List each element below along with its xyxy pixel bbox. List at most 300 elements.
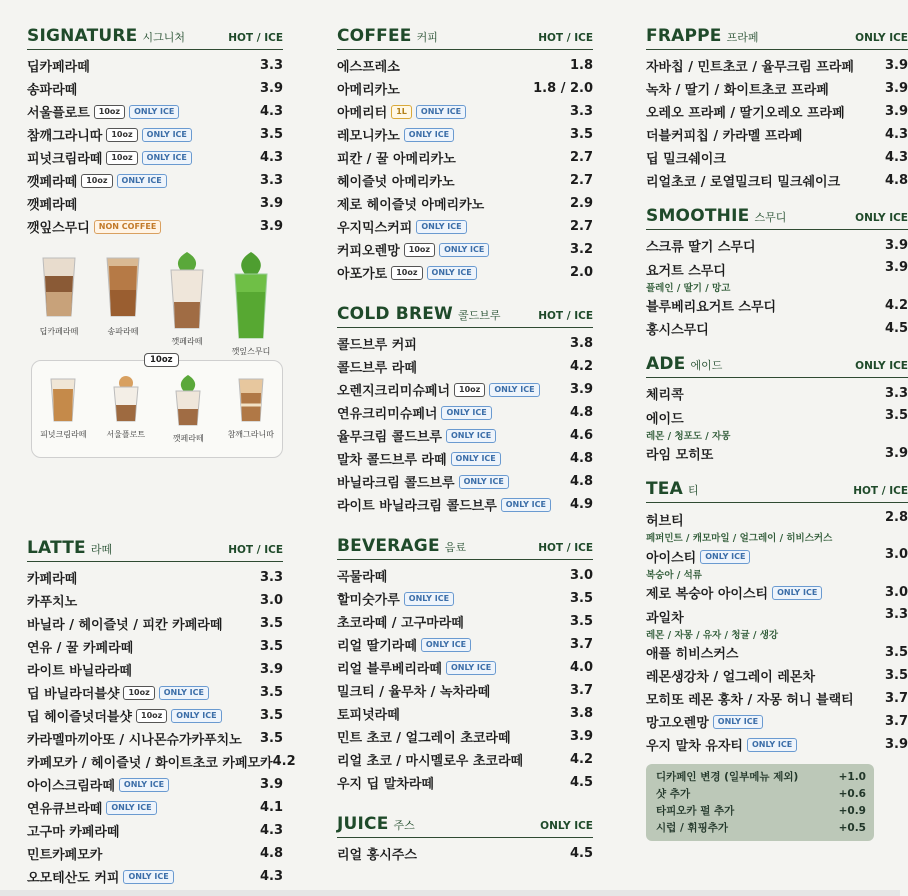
menu-item-name-wrap [27,568,77,587]
menu-item-left [337,334,417,353]
section-title-ko: 라떼 [90,543,113,556]
section-mode: ONLY ICE [540,820,593,832]
cup-photo [159,252,215,357]
section-title: SMOOTHIE [646,206,750,226]
menu-item-price: 2.8 [884,510,908,525]
menu-item-tag: ONLY ICE [416,105,466,119]
menu-item-name-wrap [337,773,434,792]
cup-photo [31,252,87,357]
menu-item-tag: 10oz [136,709,167,723]
menu-item-price: 3.9 [569,729,593,744]
menu-item [646,604,908,641]
menu-item-name-wrap [337,217,467,236]
menu-item-price: 1.8 [569,58,593,73]
cup-caption: 참깨그라니따 [227,430,274,439]
menu-item [27,681,283,704]
menu-item [337,424,593,447]
menu-item-price: 3.7 [569,683,593,698]
menu-item-left [337,566,387,585]
menu-item-price: 1.8 / 2.0 [533,81,593,96]
menu-item-price: 2.0 [569,265,593,280]
menu-item-name: 아메리카노 [337,83,400,98]
menu-item-left [646,260,730,294]
menu-item [27,773,283,796]
menu-item [27,566,283,589]
menu-item-tag: ONLY ICE [416,220,466,234]
menu-item-name: 연유 / 꿀 카페라떼 [27,641,134,656]
menu-item-left [337,148,456,167]
section-title-ko: 에이드 [690,359,723,372]
section-title-ko: 주스 [393,819,415,832]
addon-options-box [646,764,874,841]
menu-item-tag: ONLY ICE [117,174,167,188]
menu-item-price: 2.7 [569,150,593,165]
menu-item-name: 곡물라떼 [337,570,388,585]
menu-item-left [27,217,161,236]
menu-item-left [646,125,802,144]
menu-item-left [337,612,464,631]
menu-item-name-wrap [646,643,738,662]
menu-item-price: 2.9 [569,196,593,211]
menu-item-price: 4.8 [569,474,593,489]
menu-item-price: 3.5 [569,614,593,629]
menu-item-name: 리얼 홍시주스 [337,848,417,863]
menu-item [646,123,908,146]
menu-item-tag: ONLY ICE [171,709,221,723]
menu-item-left [27,729,242,748]
section-tea [646,475,908,756]
menu-item-name: 리얼 초코 / 마시멜로우 초코라떼 [337,754,524,769]
menu-item-left [646,735,797,754]
menu-item-left [646,408,730,442]
addon-row [656,820,866,837]
menu-item-tag: 10oz [391,266,422,280]
menu-item-price: 4.1 [259,800,283,815]
menu-item-left [337,263,477,282]
menu-item-tag: ONLY ICE [427,266,477,280]
section-title-ko: 프라페 [726,31,759,44]
menu-item-tag: ONLY ICE [421,638,471,652]
section-title: COFFEE [337,26,412,46]
menu-item-name: 라이트 바닐라라떼 [27,664,132,679]
menu-item-left [337,102,466,121]
menu-item-tag: ONLY ICE [501,498,551,512]
menu-item-price: 3.3 [884,386,908,401]
menu-item-name-wrap [337,589,454,608]
section-mode: HOT / ICE [228,32,283,44]
menu-item-left [27,637,133,656]
addon-row [656,803,866,820]
menu-item-price: 3.9 [259,81,283,96]
menu-item [646,733,908,756]
menu-item-tag: ONLY ICE [446,661,496,675]
menu-item [337,54,593,77]
menu-item-tag: ONLY ICE [129,105,179,119]
menu-item-name-wrap [646,260,730,279]
menu-item-name-wrap [27,798,157,817]
menu-item-left [337,449,501,468]
section-title: SIGNATURE [27,26,138,46]
menu-item-name: 허브티 [646,514,684,529]
menu-item [646,544,908,581]
section-title: LATTE [27,538,86,558]
item-list [27,566,296,888]
menu-item-left [646,102,845,121]
menu-item-name: 모히또 레몬 홍차 / 자몽 허니 블랙티 [646,693,854,708]
menu-item-name: 말차 콜드브루 라떼 [337,453,447,468]
section-header [337,300,593,328]
menu-item-name-wrap [646,296,776,315]
menu-item-price: 4.6 [569,428,593,443]
menu-item [27,635,283,658]
cup-caption: 피넛크림라떼 [40,430,87,439]
menu-item-name-wrap [337,658,496,677]
section-mode: HOT / ICE [538,310,593,322]
section-header [646,475,908,503]
menu-item-options: 페퍼민트 / 캐모마일 / 얼그레이 / 히비스커스 [646,533,833,544]
menu-item-name-wrap [646,712,763,731]
menu-column-3 [646,22,908,841]
menu-item-left [27,706,222,725]
menu-item [337,842,593,865]
menu-item-price: 3.0 [569,568,593,583]
item-list [337,564,593,794]
section-title: COLD BREW [337,304,454,324]
menu-item-left [337,240,489,259]
menu-item-price: 4.8 [569,451,593,466]
menu-item-left [646,607,778,641]
section-juice [337,810,593,865]
menu-item-name-wrap [646,102,845,121]
menu-item [337,610,593,633]
item-list [337,842,593,865]
menu-item-name: 오모테산도 커피 [27,871,120,886]
addon-row [656,786,866,803]
menu-item-left [646,56,854,75]
menu-item [337,355,593,378]
section-coldbrew [337,300,593,516]
menu-item-tag: ONLY ICE [489,383,539,397]
menu-item [27,77,283,100]
menu-item-left [337,79,400,98]
menu-item-tag: 10oz [404,243,435,257]
menu-item-price: 4.2 [884,298,908,313]
menu-item-name: 아이스크림라떼 [27,779,115,794]
menu-column-1 [27,22,296,888]
menu-item-name-wrap [27,660,132,679]
menu-item-price: 4.8 [569,405,593,420]
section-header [27,534,283,562]
menu-item-name-wrap [27,752,273,771]
addon-price: +0.5 [838,822,866,834]
menu-item-name: 우지 말차 유자티 [646,739,743,754]
menu-item-left [27,752,273,771]
menu-item-price: 3.9 [884,737,908,752]
menu-item-price: 3.5 [259,708,283,723]
item-list [646,382,908,465]
menu-item-left [337,727,511,746]
menu-item [337,261,593,284]
menu-item-name: 요거트 스무디 [646,264,726,279]
menu-item-price: 4.5 [884,321,908,336]
menu-item-price: 4.3 [259,823,283,838]
menu-item-name: 카페모카 / 헤이즐넛 / 화이트초코 카페모카 [27,756,273,771]
menu-item-name: 민트카페모카 [27,848,103,863]
menu-item-tag: 10oz [123,686,154,700]
menu-item-left [337,171,455,190]
menu-item-name: 율무크림 콜드브루 [337,430,442,445]
section-title-ko: 티 [687,484,699,497]
menu-item-tag: 10oz [454,383,485,397]
menu-item-price: 3.9 [884,81,908,96]
menu-item-name: 딥 헤이즐넛더블샷 [27,710,132,725]
section-ade [646,350,908,465]
section-header [27,22,283,50]
menu-item-left [646,444,713,463]
menu-item-left [27,683,209,702]
section-title: JUICE [337,814,389,834]
menu-item-name-wrap [646,510,832,529]
menu-item [337,215,593,238]
menu-item-price: 3.8 [569,706,593,721]
menu-item-price: 4.3 [259,869,283,884]
menu-item-price: 3.5 [259,731,283,746]
menu-item-price: 3.0 [884,547,908,562]
menu-item-name: 제로 헤이즐넛 아메리카노 [337,198,485,213]
menu-item-name: 레몬생강차 / 얼그레이 레몬차 [646,670,816,685]
menu-item-name-wrap [337,357,417,376]
menu-item-price: 3.0 [259,593,283,608]
menu-item-price: 3.5 [259,127,283,142]
menu-item-name: 블루베리요거트 스무디 [646,300,777,315]
menu-item [337,123,593,146]
menu-item-price: 3.5 [569,127,593,142]
menu-item-left [646,689,854,708]
menu-item-left [27,844,102,863]
menu-item-name: 헤이즐넛 아메리카노 [337,175,455,190]
menu-item [337,564,593,587]
cup-photo [35,375,91,444]
menu-item-price: 3.9 [569,382,593,397]
menu-item-name-wrap [337,495,551,514]
menu-item [337,238,593,261]
menu-item-name-wrap [27,125,192,144]
menu-item [646,257,908,294]
menu-item-name: 피넛크림라떼 [27,152,103,167]
menu-item [27,750,296,773]
menu-item [27,819,283,842]
menu-item-name-wrap [27,217,161,236]
section-title: BEVERAGE [337,536,440,556]
section-mode: HOT / ICE [853,485,908,497]
menu-item-left [27,194,77,213]
menu-item-tag: ONLY ICE [713,715,763,729]
menu-item-name-wrap [337,750,523,769]
menu-item-name-wrap [646,56,854,75]
menu-item-name-wrap [646,125,802,144]
section-title: TEA [646,479,683,499]
menu-item-name-wrap [27,614,222,633]
menu-item [337,470,593,493]
menu-item-name: 레모니카노 [337,129,400,144]
menu-item-price: 3.5 [259,616,283,631]
menu-item-name-wrap [27,729,242,748]
menu-item-tag: ONLY ICE [446,429,496,443]
menu-item [646,77,908,100]
menu-item-left [337,217,467,236]
menu-item-name: 깻페라떼 [27,198,78,213]
section-mode: HOT / ICE [228,544,283,556]
section-frappe [646,22,908,192]
menu-item-name-wrap [337,681,490,700]
menu-item [646,507,908,544]
section-title: FRAPPE [646,26,722,46]
menu-item-left [646,236,756,255]
menu-item-tag: 1L [391,105,412,119]
menu-item-name: 리얼초코 / 로열밀크티 밀크쉐이크 [646,175,841,190]
menu-item-name: 토피넛라떼 [337,708,400,723]
addon-price: +0.9 [838,805,866,817]
menu-item-price: 3.0 [884,585,908,600]
menu-item-left [646,79,829,98]
menu-item-name: 할미숫가루 [337,593,400,608]
item-list [646,507,908,756]
menu-item-name: 콜드브루 라떼 [337,361,417,376]
menu-item-tag: ONLY ICE [772,586,822,600]
menu-item-left [337,681,490,700]
cup-photo [160,375,216,444]
menu-item-price: 3.8 [569,336,593,351]
menu-item [646,382,908,405]
menu-item-tag: NON COFFEE [94,220,162,234]
menu-item-tag: ONLY ICE [404,592,454,606]
menu-item-left [337,194,484,213]
menu-item-price: 3.3 [569,104,593,119]
menu-item-name-wrap [27,79,77,98]
menu-item-price: 4.3 [884,127,908,142]
menu-item-name-wrap [337,171,455,190]
menu-item-name: 라임 모히또 [646,448,714,463]
menu-item-name: 체리콕 [646,388,684,403]
addon-price: +1.0 [838,771,866,783]
section-mode: HOT / ICE [538,542,593,554]
menu-item-left [27,867,174,886]
menu-item-name: 리얼 블루베리라떼 [337,662,442,677]
section-title-ko: 커피 [416,31,438,44]
menu-item-left [337,403,492,422]
drink-illustration [167,252,207,330]
menu-item-name: 깻페라떼 [27,175,78,190]
section-title-ko: 시그니처 [142,31,186,44]
addon-name: 시럽 / 휘핑추가 [656,822,729,834]
menu-item-name: 카페라떼 [27,572,78,587]
menu-item-price: 4.5 [569,846,593,861]
menu-column-2 [337,22,593,865]
menu-item-price: 4.8 [884,173,908,188]
menu-item-name: 라이트 바닐라크림 콜드브루 [337,499,497,514]
menu-item [27,612,283,635]
menu-item-name-wrap [646,607,778,626]
menu-item-price: 3.9 [884,58,908,73]
bottom-frame [0,890,900,896]
menu-item [337,702,593,725]
menu-item-name: 녹차 / 딸기 / 화이트초코 프라페 [646,83,829,98]
menu-item-price: 4.3 [884,150,908,165]
menu-item-left [27,660,132,679]
menu-item-name: 우지 딥 말차라떼 [337,777,434,792]
menu-item-name-wrap [646,666,815,685]
menu-item-name: 초코라떼 / 고구마라떼 [337,616,464,631]
menu-item-tag: ONLY ICE [459,475,509,489]
menu-item-left [27,102,179,121]
menu-item-name: 딥카페라떼 [27,60,90,75]
section-mode: ONLY ICE [855,360,908,372]
menu-item-tag: ONLY ICE [142,128,192,142]
menu-item-name-wrap [27,194,77,213]
menu-item-tag: 10oz [106,128,137,142]
menu-item-left [27,798,157,817]
item-list [646,234,908,340]
menu-item-left [27,79,77,98]
menu-item-price: 3.3 [884,607,908,622]
menu-item-left [337,704,400,723]
menu-item-name-wrap [337,102,466,121]
menu-item [646,641,908,664]
menu-item-left [646,643,738,662]
menu-item [27,123,283,146]
menu-item [646,405,908,442]
menu-item [646,664,908,687]
menu-item-name: 카푸치노 [27,595,78,610]
menu-item [27,842,283,865]
menu-item-left [646,319,709,338]
menu-item-name-wrap [646,236,756,255]
menu-item-left [337,844,417,863]
menu-item-name-wrap [646,735,797,754]
menu-item-price: 4.2 [569,752,593,767]
menu-item [27,169,283,192]
menu-item [27,704,283,727]
drink-illustration [236,375,266,423]
menu-item-name: 카라멜마끼아또 / 시나몬슈가카푸치노 [27,733,242,748]
menu-item-name: 연유큐브라떼 [27,802,103,817]
menu-item-name-wrap [337,704,400,723]
menu-item-name: 리얼 딸기라떼 [337,639,417,654]
menu-item-name-wrap [27,637,133,656]
menu-item-name: 제로 복숭아 아이스티 [646,587,769,602]
menu-item-left [337,357,417,376]
menu-item [646,146,908,169]
menu-item-name: 홍시스무디 [646,323,709,338]
menu-item-left [646,296,776,315]
menu-item-name-wrap [27,867,174,886]
menu-item-options: 플레인 / 딸기 / 망고 [646,283,731,294]
section-title-ko: 콜드브루 [458,309,501,322]
menu-item-name-wrap [27,683,209,702]
menu-item-name-wrap [27,775,169,794]
menu-item [27,865,283,888]
menu-item-price: 4.9 [569,497,593,512]
menu-item-name: 오렌지크리미슈페너 [337,384,451,399]
menu-item-price: 3.5 [569,591,593,606]
menu-item [27,796,283,819]
addon-name: 샷 추가 [656,788,691,800]
menu-item-price: 3.3 [259,173,283,188]
section-latte [27,534,296,888]
menu-item-tag: ONLY ICE [747,738,797,752]
menu-item-price: 4.2 [272,754,296,769]
menu-item-name-wrap [646,689,854,708]
